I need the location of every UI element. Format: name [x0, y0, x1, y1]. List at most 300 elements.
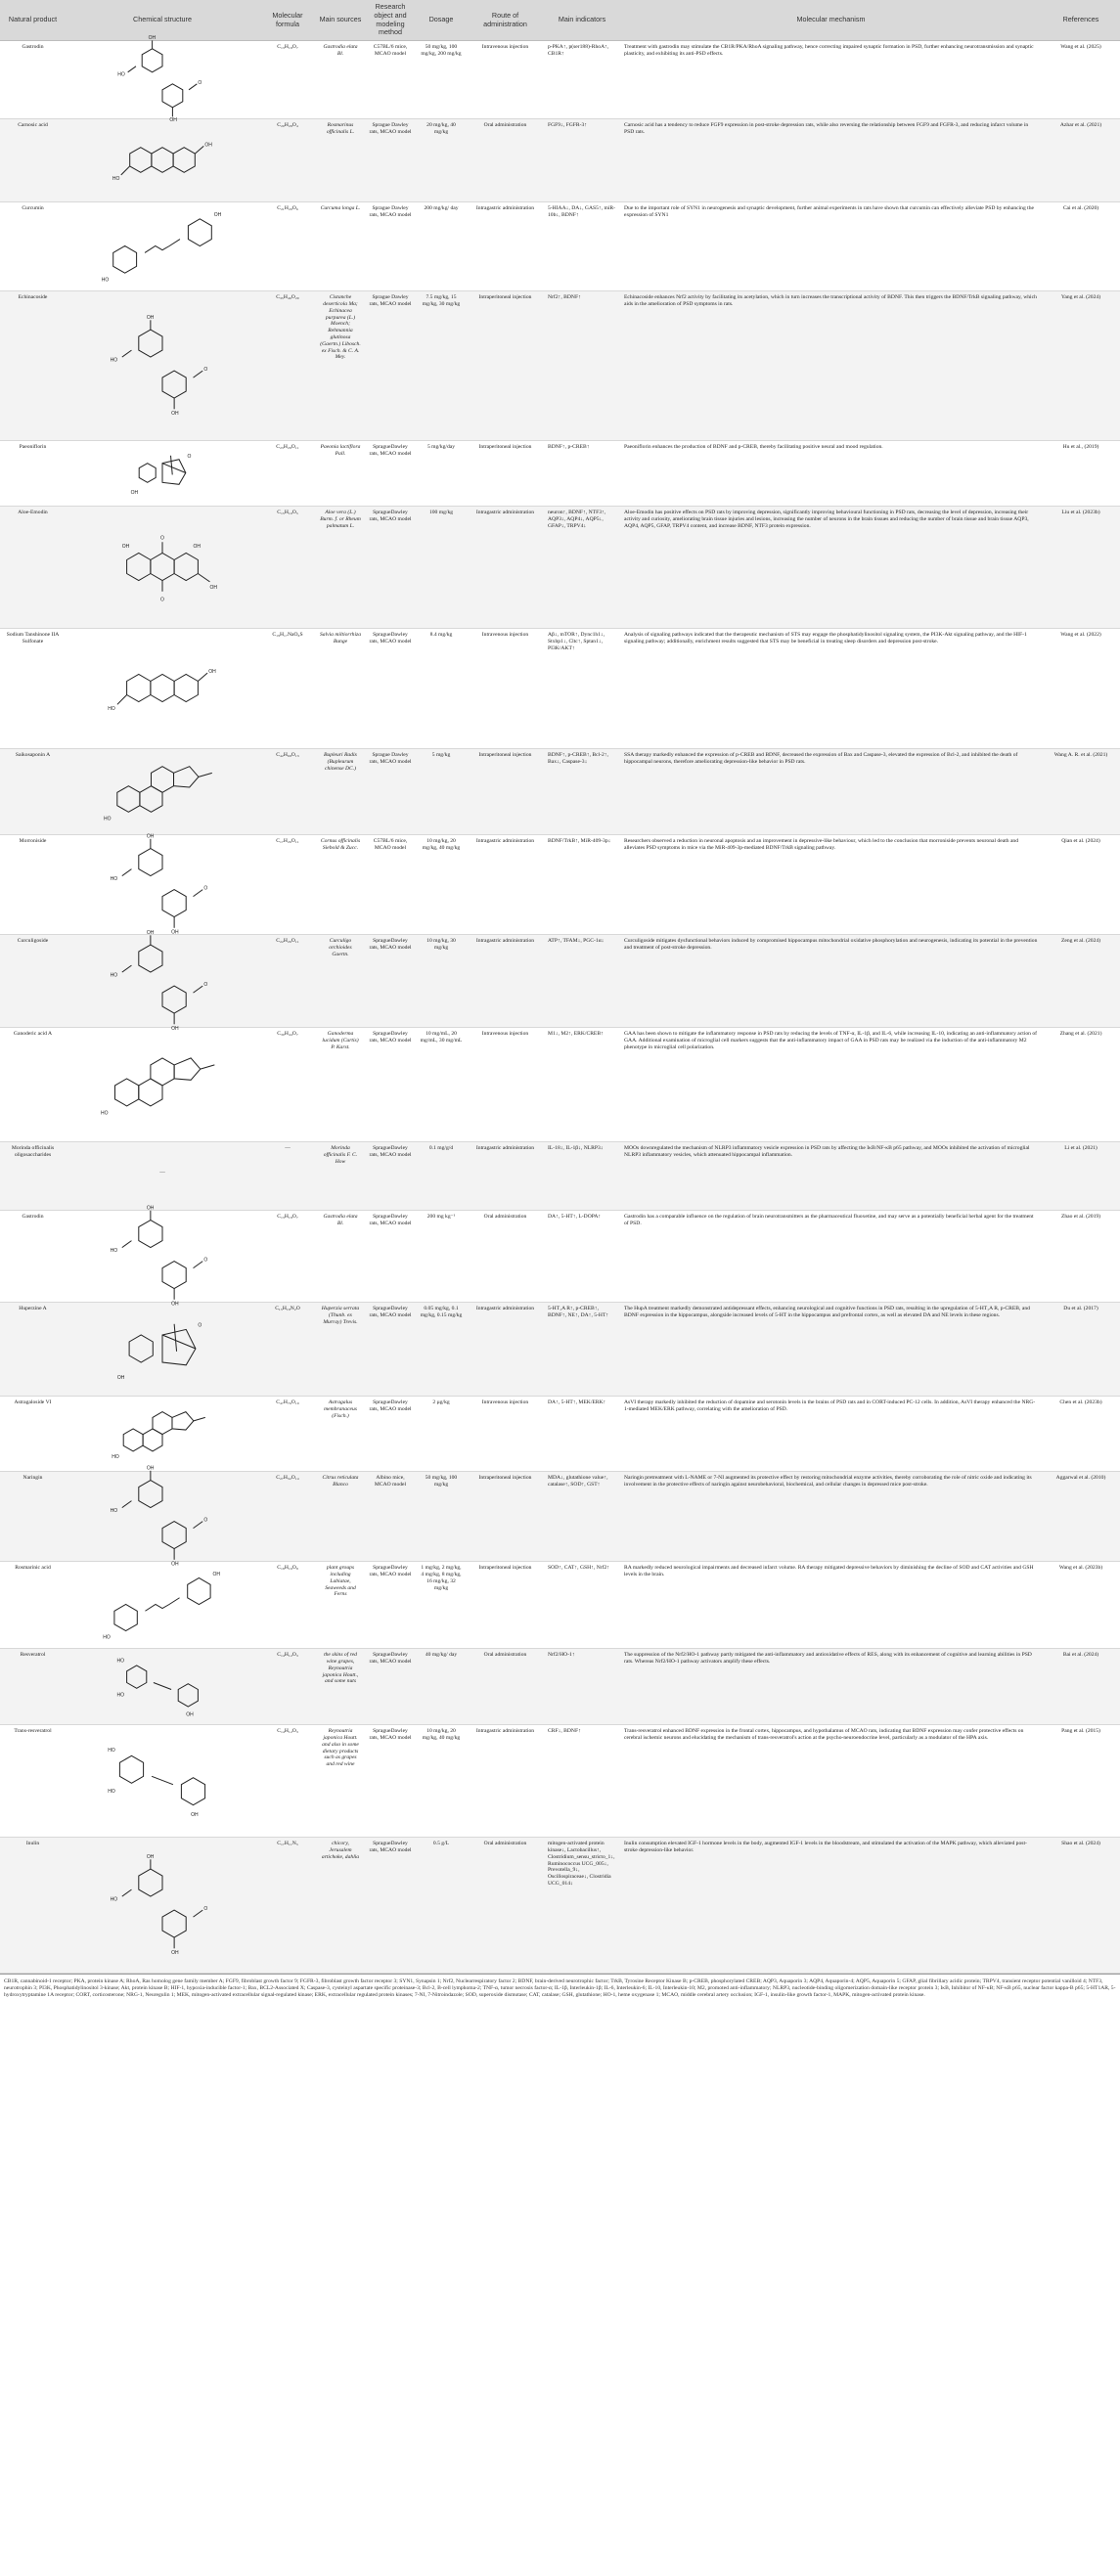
research-model: Albino mice, MCAO model [365, 1472, 416, 1562]
product-name: Carnosic acid [0, 119, 66, 202]
product-name: Ganoderic acid A [0, 1028, 66, 1142]
main-indicators: Nrf2/HO-1↑ [544, 1649, 620, 1725]
chemical-structure [66, 441, 259, 507]
table-row [0, 1028, 1120, 1142]
table-header-row [0, 0, 1120, 41]
svg-text:O: O [203, 1257, 208, 1264]
main-source: Curculigo orchioides Gaertn. [316, 935, 365, 1028]
svg-text:OH: OH [171, 929, 179, 936]
reference: Shao et al. (2024) [1042, 1838, 1120, 1974]
header-chemical-structure: Chemical structure [66, 0, 259, 41]
main-source: Bupleuri Radix (Bupleurum chinense DC.) [316, 749, 365, 835]
reference: Qian et al. (2024) [1042, 835, 1120, 935]
dosage: 10 mg/kg, 20 mg/kg, 40 mg/kg [416, 1725, 467, 1838]
svg-text:OH: OH [169, 117, 177, 124]
route: Intragastric administration [467, 1303, 544, 1397]
svg-text:O: O [203, 1517, 208, 1524]
product-name: Morinda officinalis oligosaccharides [0, 1142, 66, 1211]
main-source: Salvia miltiorrhiza Bunge [316, 629, 365, 749]
product-name: Paeoniflorin [0, 441, 66, 507]
research-model: Sprague Dawley rats, MCAO model [365, 749, 416, 835]
dosage: 200 mg/kg/ day [416, 202, 467, 291]
product-name: Curcumin [0, 202, 66, 291]
dosage: 40 mg/kg/ day [416, 1649, 467, 1725]
molecular-mechanism: Curculigoside mitigates dysfunctional behaviors induced by compromised hippocampus mitochondrial oxidative phosphorylation and neurogenesis, indicating its potential in the prevention and treatment of post-stroke depression. [620, 935, 1042, 1028]
main-indicators: Nrf2↑, BDNF↑ [544, 291, 620, 441]
structure-diagram [89, 1205, 236, 1308]
reference: Bai et al. (2024) [1042, 1649, 1120, 1725]
svg-text:OH: OH [171, 1026, 179, 1033]
main-source: Huperzia serrata (Thunb. ex Murray) Trevis. [316, 1303, 365, 1397]
research-model: SpragueDawley rats, MCAO model [365, 1211, 416, 1303]
molecular-mechanism: Naringin pretreatment with L-NAME or 7-NI augmented its protective effect by restoring mitochondrial enzyme activities, thereby corroborating the role of nitric oxide and indicating its involvement in the protective effects of naringin against neurobehavioral, biochemical, and cellular changes in depressed mice post-stroke. [620, 1472, 1042, 1562]
research-model: C57BL/6 mice, MCAO model [365, 41, 416, 119]
svg-text:OH: OH [208, 669, 216, 676]
main-source: Paeonia lactiflora Pall. [316, 441, 365, 507]
main-source: plant groups including Labiatae, Seaweeds and Ferns [316, 1562, 365, 1649]
reference: Azhar et al. (2021) [1042, 119, 1120, 202]
route: Intravenous injection [467, 1397, 544, 1472]
reference: Liu et al. (2023b) [1042, 507, 1120, 629]
svg-text:OH: OH [130, 490, 139, 497]
svg-text:HO: HO [103, 1634, 111, 1641]
reference: Wang et al. (2025) [1042, 41, 1120, 119]
svg-text:O: O [160, 597, 164, 603]
header-references: References [1042, 0, 1120, 41]
dosage: 5 mg/kg [416, 749, 467, 835]
main-indicators: MDA↓, glutathione value↑, catalase↑, SOD↑, GST↑ [544, 1472, 620, 1562]
research-model: SpragueDawley rats, MCAO model [365, 1028, 416, 1142]
main-source: Morinda officinalis F. C. How [316, 1142, 365, 1211]
research-model: SpragueDawley rats, MCAO model [365, 1303, 416, 1397]
header-main-indicators: Main indicators [544, 0, 620, 41]
route: Intraperitoneal injection [467, 441, 544, 507]
molecular-formula: C₁₇H₂₆O₁₁ [259, 835, 316, 935]
main-source: the skins of red wine grapes, Reynoutria japonica Houtt., and some nuts [316, 1649, 365, 1725]
molecular-formula: C₁₅H₁₀O₅ [259, 507, 316, 629]
research-model: SpragueDawley rats, MCAO model [365, 629, 416, 749]
product-name: Resveratrol [0, 1649, 66, 1725]
molecular-formula: C₄₇H₇₆O₁₉ [259, 1397, 316, 1472]
svg-text:OH: OH [116, 1374, 125, 1381]
molecular-mechanism: Echinacoside enhances Nrf2 activity by facilitating its acetylation, which in turn increases the transcriptional activity of BDNF. This then triggers the BDNF/TrkB signaling pathway, which aids in the amelioration of PSD symptoms in rats. [620, 291, 1042, 441]
main-source: Citrus reticulata Blanco [316, 1472, 365, 1562]
dosage: 0.05 mg/kg, 0.1 mg/kg, 0.15 mg/kg [416, 1303, 467, 1397]
route: Intravenous injection [467, 1028, 544, 1142]
main-indicators: ATP↑, TFAM↓, PGC-1α↓ [544, 935, 620, 1028]
research-model: Sprague Dawley rats, MCAO model [365, 202, 416, 291]
reference: Hu et al., (2019) [1042, 441, 1120, 507]
svg-text:HO: HO [108, 1789, 115, 1796]
svg-text:OH: OH [212, 1571, 220, 1577]
structure-diagram [89, 833, 236, 936]
dosage: 20 mg/kg, 40 mg/kg [416, 119, 467, 202]
molecular-mechanism: GAA has been shown to mitigate the inflammatory response in PSD rats by reducing the levels of TNF-α, IL-1β, and IL-6, while increasing IL-10, indicating an anti-inflammatory action of GAA. Additional examination of microglial cell markers suggests that the anti-inflammatory impact of GAA in PSD rats may be realized via the induction of the anti-inflammatory M2 phenotype in microglial cell polarization. [620, 1028, 1042, 1142]
research-model: SpragueDawley rats, MCAO model [365, 1142, 416, 1211]
table-row [0, 1211, 1120, 1303]
molecular-formula: C₁₉H₁₇NaO₆S [259, 629, 316, 749]
main-indicators: CRF↓, BDNF↑ [544, 1725, 620, 1838]
molecular-formula: C₁₅H₁₈N₂O [259, 1303, 316, 1397]
molecular-formula: — [259, 1142, 316, 1211]
reference: Aggarwal et al. (2010) [1042, 1472, 1120, 1562]
molecular-mechanism: Carnosic acid has a tendency to reduce FGF9 expression in post-stroke depression rats, while also reversing the relationship between FGF9 and FGFR-3, and reducing infarct volume in PSD rats. [620, 119, 1042, 202]
svg-text:HO: HO [110, 1896, 118, 1903]
reference: Li et al. (2021) [1042, 1142, 1120, 1211]
route: Intragastric administration [467, 1142, 544, 1211]
route: Intravenous injection [467, 41, 544, 119]
svg-text:HO: HO [112, 176, 120, 183]
svg-text:HO: HO [108, 706, 115, 713]
table-row [0, 507, 1120, 629]
reference: Wang A. R. et al. (2021) [1042, 749, 1120, 835]
reference: Zhang et al. (2021) [1042, 1028, 1120, 1142]
product-name: Sodium Tanshinone IIA Sulfonate [0, 629, 66, 749]
chemical-structure [66, 1838, 259, 1974]
molecular-mechanism: The HupA treatment markedly demonstrated antidepressant effects, enhancing neurological and cognitive functions in PSD rats, resulting in the upregulation of 5-HT₁A R, p-CREB, and BDNF expression in the hippocampus, alongside increased levels of 5-HT in the hippocampus and prefrontal cortex, as well as elevated DA and NE levels in these regions. [620, 1303, 1042, 1397]
chemical-structure [66, 119, 259, 202]
research-model: SpragueDawley rats, MCAO model [365, 935, 416, 1028]
molecular-mechanism: SSA therapy markedly enhanced the expression of p-CREB and BDNF, decreased the expression of Bax and Caspase-3, elevated the expression of Bcl-2, and inhibited the death of hippocampal neurons, therefore ameliorating depression-like behavior in PSD rats. [620, 749, 1042, 835]
product-name: Saikosaponin A [0, 749, 66, 835]
table-row [0, 119, 1120, 202]
main-source: Curcuma longa L. [316, 202, 365, 291]
svg-text:HO: HO [116, 1658, 125, 1665]
main-indicators: BDNF↑, p-CREB↑, Bcl-2↑, Bax↓, Caspase-3↓ [544, 749, 620, 835]
product-name: Rosmarinic acid [0, 1562, 66, 1649]
main-source: Astragalus membranaceus (Fisch.) [316, 1397, 365, 1472]
main-indicators: SOD↑, CAT↑, GSH↑, Nrf2↑ [544, 1562, 620, 1649]
product-name: Aloe-Emodin [0, 507, 66, 629]
main-indicators: neuron↑, BDNF↑, NTF3↑, AQP3↓, AQP4↓, AQP5↓, GFAP↓, TRPV4↓ [544, 507, 620, 629]
main-source: Gastrodia elata Bl. [316, 1211, 365, 1303]
main-source: Cistanche deserticola Ma; Echinacea purpurea (L.) Moench; Rehmannia glutinosa (Gaertn.) Libosch. ex Fisch. & C. A. Mey. [316, 291, 365, 441]
research-model: SpragueDawley rats, MCAO model [365, 1397, 416, 1472]
header-natural-product: Natural product [0, 0, 66, 41]
molecular-formula: C₁₃H₁₈O₇ [259, 41, 316, 119]
chemical-structure [66, 930, 259, 1033]
structure-diagram [89, 1031, 236, 1137]
chemical-structure [66, 1397, 259, 1472]
route: Intraperitoneal injection [467, 291, 544, 441]
main-indicators: M1↓, M2↑, ERK/CREB↑ [544, 1028, 620, 1142]
svg-text:O: O [203, 1906, 208, 1913]
reference: Zhao et al. (2019) [1042, 1211, 1120, 1303]
table-row [0, 629, 1120, 749]
structure-diagram [89, 632, 236, 744]
molecular-mechanism: Researchers observed a reduction in neuronal apoptosis and an improvement in depressive-like behaviour, which led to the conclusion that morroniside prevents neuronal death and alleviates PSD symptoms in mice via the MiR-409-3p-mediated BDNF/TrkB signaling pathway. [620, 835, 1042, 935]
molecular-mechanism: Due to the important role of SYN1 in neurogenesis and synaptic development, further animal experiments in rats have shown that curcumin can effectively alleviate PSD by enhancing the expression of SYN1 [620, 202, 1042, 291]
chemical-structure [66, 1303, 259, 1397]
dosage: 8.4 mg/kg [416, 629, 467, 749]
main-source: Reynoutria japonica Houtt. and also in some dietary products such as grapes and red wine [316, 1725, 365, 1838]
reference: Zeng et al. (2024) [1042, 935, 1120, 1028]
svg-text:O: O [187, 453, 192, 460]
header-research-object: Research object and modeling method [365, 0, 416, 41]
svg-text:OH: OH [146, 1205, 155, 1212]
route: Intragastric administration [467, 507, 544, 629]
svg-text:O: O [198, 79, 202, 86]
svg-text:OH: OH [146, 833, 155, 840]
research-model: SpragueDawley rats, MCAO model [365, 1838, 416, 1974]
chemical-structure [66, 1725, 259, 1838]
molecular-formula: C₂₂H₂₆O₁₁ [259, 935, 316, 1028]
table-row [0, 441, 1120, 507]
main-indicators: BDNF/TrkB↑, MiR-409-3p↓ [544, 835, 620, 935]
research-model: SpragueDawley rats, MCAO model [365, 441, 416, 507]
structure-diagram [89, 930, 236, 1033]
structure-diagram [89, 1399, 236, 1467]
molecular-mechanism: RA markedly reduced neurological impairments and decreased infarct volume. RA therapy mitigated depressive behaviors by diminishing the decline of SOD and CAT activities and GSH levels in the brain. [620, 1562, 1042, 1649]
svg-text:OH: OH [171, 411, 179, 418]
svg-text:OH: OH [146, 930, 155, 937]
chemical-structure [66, 1205, 259, 1308]
dosage: 10 mg/kg, 20 mg/kg, 40 mg/kg [416, 835, 467, 935]
svg-text:O: O [160, 535, 164, 542]
svg-text:O: O [203, 885, 208, 892]
svg-text:HO: HO [103, 816, 112, 822]
molecular-formula: C₄₂H₆₈O₁₃ [259, 749, 316, 835]
route: Intragastric administration [467, 1725, 544, 1838]
table-row [0, 1397, 1120, 1472]
structure-diagram [89, 752, 236, 830]
dosage: 0.5 g/L [416, 1838, 467, 1974]
structure-diagram [89, 1306, 236, 1392]
table-row [0, 1838, 1120, 1974]
svg-text:OH: OH [186, 1711, 194, 1718]
dosage: 10 mg/kg, 30 mg/kg [416, 935, 467, 1028]
molecular-mechanism: Analysis of signaling pathways indicated that the therapeutic mechanism of STS may engage the phosphatidylinositol signaling system, the PI3K-Akt signaling pathway, and the HIF-1 signaling pathway; additionally, enrichment results suggested that STS may be beneficial in treating sleep disorders and depression post-stroke. [620, 629, 1042, 749]
molecular-mechanism: Paeoniflorin enhances the production of BDNF and p-CREB, thereby facilitating positive neural and mood regulation. [620, 441, 1042, 507]
structure-diagram [89, 1565, 236, 1644]
table-footnote: CB1R, cannabinoid-1 receptor; PKA, protein kinase A; RhoA, Ras homolog gene family member A; FGF9, fibroblast growth factor 9; FGFR-3, fibroblast growth factor receptor 3; SYN1, Synapsin 1; Nrf2, Nuclearrespiratory factor 2; BDNF, brain-derived neurotrophic factor; TrkB, Tyrosine Receptor Kinase B; p-CREB, phosphorylated CREB; AQP3, Aquaporin 3; AQP4, Aquaporin-4; AQP5, Aquaporin 5; GFAP, glial fibrillary acidic protein; TRPV4, transient receptor potential vanilloid 4; NTF3, neurotrophin 3; PI3K, Phosphatidylinositol 3-kinase; Akt, protein kinase B; HIF-1, hypoxia-inducible factor-1; Bax, BCL2-Associated X; Caspase-3, cysteinyl aspartate specific proteinase-3; Bcl-2, B-cell lymphoma-2; TNF-α, tumor necrosis factor-α; IL-1β, Interleukin-1β; IL-6, Interleukin-6; IL-10, Interleukin-10; M2, promoted anti-inflammatory; NLRP3, nucleotide-binding oligomerization domain-like receptor protein 3; IκB, Inhibitor of NF-κB; NF-κB p65, nuclear factor kappa-B p65; 5-HT1AR, 5-hydroxytryptamine 1A receptor; CORT, corticosterone; NRG-1, Neuregulin 1; MEK, mitogen-activated extracellular signal-regulated kinase; ERK, extracellular regulated protein kinases; 7-NI, 7-Nitroindazole; SOD, superoxide dismutase; CAT, catalase; GSH, glutathione; HO-1, heme oxygenase 1; MCAO, middle cerebral artery occlusion; IGF-1, insulin-like growth factor-1, MAPK, mitogen-activated protein kinase. [0, 1974, 1120, 2003]
table-row [0, 291, 1120, 441]
route: Intragastric administration [467, 935, 544, 1028]
research-model: SpragueDawley rats, MCAO model [365, 1725, 416, 1838]
svg-text:HO: HO [112, 1453, 119, 1460]
chemical-structure [66, 1562, 259, 1649]
svg-text:HO: HO [116, 1692, 125, 1699]
molecular-mechanism: MOOs downregulated the mechanism of NLRP3 inflammatory vesicle expression in PSD rats by affecting the IκB/NF-κB p65 pathway, and MOOs inhibited the activation of microglial NLRP3 inflammatory vesicles, which attenuated hippocampal inflammation. [620, 1142, 1042, 1211]
structure-diagram [89, 294, 236, 436]
svg-text:OH: OH [193, 544, 202, 551]
svg-text:HO: HO [100, 1110, 109, 1117]
structure-diagram [89, 205, 236, 287]
svg-text:OH: OH [171, 1301, 179, 1308]
route: Intragastric administration [467, 835, 544, 935]
main-indicators: 5-HIAA↓, DA↓, GAS5↑, miR-10b↓, BDNF↑ [544, 202, 620, 291]
molecular-formula: C₂₃H₂₈O₁₁ [259, 441, 316, 507]
chemical-structure [66, 629, 259, 749]
chemical-structure [66, 507, 259, 629]
reference: Du et al. (2017) [1042, 1303, 1120, 1397]
route: Intragastric administration [467, 202, 544, 291]
product-name: Inulin [0, 1838, 66, 1974]
structure-diagram [89, 444, 236, 502]
main-indicators: IL-18↓, IL-1β↓, NLRP3↓ [544, 1142, 620, 1211]
svg-text:OH: OH [209, 585, 217, 592]
header-route: Route of administration [467, 0, 544, 41]
structure-diagram [89, 122, 236, 198]
dosage: 7.5 mg/kg, 15 mg/kg, 30 mg/kg [416, 291, 467, 441]
main-source: Rosmarinus officinalis L. [316, 119, 365, 202]
molecular-formula: C₂₇H₃₂O₁₄ [259, 1472, 316, 1562]
research-model: SpragueDawley rats, MCAO model [365, 1649, 416, 1725]
svg-text:O: O [203, 982, 208, 989]
reference: Wang et al. (2022) [1042, 629, 1120, 749]
reference: Yang et al. (2024) [1042, 291, 1120, 441]
dosage: 50 mg/kg, 100 mg/kg [416, 1472, 467, 1562]
chemical-structure [66, 291, 259, 441]
main-indicators: BDNF↑, p-CREB↑ [544, 441, 620, 507]
dosage: 5 mg/kg/day [416, 441, 467, 507]
svg-text:O: O [203, 367, 208, 374]
product-name: Trans-resveratrol [0, 1725, 66, 1838]
chemical-structure [66, 202, 259, 291]
main-indicators: 5-HT₁A R↑, p-CREB↑, BDNF↑, NE↑, DA↑, 5-HT↑ [544, 1303, 620, 1397]
molecular-mechanism: Gastrodin has a comparable influence on the regulation of brain neurotransmitters as the pharmaceutical fluoxetine, and may serve as a potentially beneficial herbal agent for the treatment of PSD. [620, 1211, 1042, 1303]
dosage: 50 mg/kg, 100 mg/kg, 200 mg/kg [416, 41, 467, 119]
main-indicators: mitogen-activated protein kinase↓, Lactobacillus↑, Clostridium_sensu_stricto_1↓, Ruminococcus UCG_005↓, Prevotella_9↓, Oscillospiraceae↓, Clostridia UCG_014↓ [544, 1838, 620, 1974]
dosage: 10 mg/mL, 20 mg/mL, 30 mg/mL [416, 1028, 467, 1142]
dosage: 0.1 mg/g/d [416, 1142, 467, 1211]
molecular-formula: C₃₀H₄₄O₇ [259, 1028, 316, 1142]
product-name: Curculigoside [0, 935, 66, 1028]
header-molecular-formula: Molecular formula [259, 0, 316, 41]
main-indicators: DA↑, 5-HT↑, L-DOPA↑ [544, 1211, 620, 1303]
molecular-formula: C₁₄H₁₂O₃ [259, 1649, 316, 1725]
research-model: SpragueDawley rats, MCAO model [365, 507, 416, 629]
svg-text:OH: OH [171, 1561, 179, 1568]
research-model: Sprague Dawley rats, MCAO model [365, 119, 416, 202]
main-source: Gastrodia elata Bl. [316, 41, 365, 119]
reference: Wang et al. (2023b) [1042, 1562, 1120, 1649]
structure-diagram [89, 35, 236, 124]
svg-text:OH: OH [148, 35, 157, 42]
dosage: 200 mg kg⁻¹ [416, 1211, 467, 1303]
product-name: Echinacoside [0, 291, 66, 441]
molecular-mechanism: Inulin consumption elevated IGF-1 hormone levels in the body, augmented IGF-1 levels in the bloodstream, and stimulated the activation of the MAPK pathway, which alleviated post-stroke depression-like behavior. [620, 1838, 1042, 1974]
reference: Cai et al. (2020) [1042, 202, 1120, 291]
chemical-structure: — [66, 1142, 259, 1211]
table-row [0, 749, 1120, 835]
research-model: C57BL/6 mice, MCAO model [365, 835, 416, 935]
svg-text:HO: HO [117, 71, 125, 78]
structure-diagram [89, 1728, 236, 1833]
svg-text:OH: OH [191, 1812, 199, 1819]
table-row [0, 1142, 1120, 1211]
research-model: Sprague Dawley rats, MCAO model [365, 291, 416, 441]
header-dosage: Dosage [416, 0, 467, 41]
main-source: chicory, Jerusalem artichoke, dahlia [316, 1838, 365, 1974]
route: Intraperitoneal injection [467, 1472, 544, 1562]
main-indicators: FGF9↓, FGFR-3↑ [544, 119, 620, 202]
chemical-structure [66, 1649, 259, 1725]
svg-text:HO: HO [110, 1247, 118, 1254]
molecular-mechanism: Treatment with gastrodin may stimulate the CB1R/PKA/RhoA signaling pathway, hence correcting impaired synaptic formation in PSD, further enhancing neurotransmission and synaptic plasticity, and exhibiting its anti-PSD effects. [620, 41, 1042, 119]
table-row [0, 202, 1120, 291]
molecular-formula: C₁₃H₁₈O₇ [259, 1211, 316, 1303]
molecular-formula: C₂₁H₂₀O₆ [259, 202, 316, 291]
svg-text:HO: HO [110, 875, 118, 882]
header-main-sources: Main sources [316, 0, 365, 41]
reference: Pang et al. (2015) [1042, 1725, 1120, 1838]
svg-text:HO: HO [110, 1507, 118, 1514]
chemical-structure [66, 1028, 259, 1142]
molecular-mechanism: The suppression of the Nrf2/HO-1 pathway partly mitigated the anti-inflammatory and antioxidative effects of RES, along with its enhancement of cognitive and learning abilities in PSD rats. Whereas Nrf2/HO-1 pathway activators amplify these effects. [620, 1649, 1042, 1725]
chemical-structure [66, 1465, 259, 1568]
svg-text:OH: OH [146, 1854, 155, 1861]
molecular-formula: C₂₀H₂₈O₄ [259, 119, 316, 202]
route: Intraperitoneal injection [467, 1562, 544, 1649]
svg-text:OH: OH [146, 1465, 155, 1472]
route: Oral administration [467, 1649, 544, 1725]
molecular-formula: C₁₈H₁₆O₈ [259, 1562, 316, 1649]
molecular-mechanism: Trans-resveratrol enhanced BDNF expression in the frontal cortex, hippocampus, and hypothalamus of MCAO rats, indicating that BDNF expression may confer protective effects on cerebral ischemic neurons and elucidating the mechanism of trans-resveratrol's action at the psycho-neuroendocrine level, particularly as a modulator of the HPA axis. [620, 1725, 1042, 1838]
main-indicators: Aβ↓, mTOR↑, Dync1h1↓, Stxbp1↓, Cltc↑, Sptan1↓, PI3K/AKT↑ [544, 629, 620, 749]
svg-text:OH: OH [204, 142, 212, 149]
svg-text:OH: OH [213, 212, 222, 219]
route: Oral administration [467, 1211, 544, 1303]
route: Intraperitoneal injection [467, 749, 544, 835]
molecular-formula: C₁₄H₁₂O₃ [259, 1725, 316, 1838]
route: Oral administration [467, 1838, 544, 1974]
molecular-formula: C₃₅H₄₆O₂₀ [259, 291, 316, 441]
dosage: 1 mg/kg, 2 mg/kg, 4 mg/kg, 8 mg/kg, 16 mg/kg, 32 mg/kg [416, 1562, 467, 1649]
structure-diagram [89, 1841, 236, 1969]
molecular-formula: C₁₇H₁₁N₅ [259, 1838, 316, 1974]
table-row [0, 835, 1120, 935]
table-row [0, 1562, 1120, 1649]
svg-text:OH: OH [146, 315, 155, 322]
product-name: Gastrodin [0, 1211, 66, 1303]
chemical-structure [66, 749, 259, 835]
product-name: Morroniside [0, 835, 66, 935]
main-source: Ganoderma lucidum (Curtis) P. Karst. [316, 1028, 365, 1142]
product-name: Naringin [0, 1472, 66, 1562]
main-indicators: p-PKA↑, p(ser188)-RhoA↑, CB1R↑ [544, 41, 620, 119]
structure-diagram [89, 1652, 236, 1720]
svg-text:HO: HO [110, 972, 118, 979]
product-name: Huperzine A [0, 1303, 66, 1397]
svg-text:HO: HO [108, 1748, 115, 1754]
main-source: Aloe vera (L.) Burm. f. or Rheum palmatum L. [316, 507, 365, 629]
chemical-structure [66, 35, 259, 124]
product-name: Astragaloside VI [0, 1397, 66, 1472]
table-row [0, 1472, 1120, 1562]
table-row [0, 935, 1120, 1028]
molecular-mechanism: AsVI therapy markedly inhibited the reduction of dopamine and serotonin levels in the brains of PSD rats and in CORT-induced PC-12 cells. In addition, AsVI therapy enhanced the NRG-1-mediated MEK/ERK pathway, correlating with the amelioration of PSD. [620, 1397, 1042, 1472]
table-row [0, 41, 1120, 119]
svg-text:OH: OH [121, 544, 130, 551]
product-name: Gastrodin [0, 41, 66, 119]
structure-diagram [89, 510, 236, 624]
chemical-structure [66, 835, 259, 935]
table-row [0, 1725, 1120, 1838]
svg-text:HO: HO [110, 357, 118, 364]
svg-text:OH: OH [171, 1950, 179, 1957]
svg-text:O: O [198, 1322, 202, 1329]
dosage: 2 µg/kg [416, 1397, 467, 1472]
svg-text:HO: HO [101, 277, 110, 284]
main-indicators: DA↑, 5-HT↑, MEK/ERK↑ [544, 1397, 620, 1472]
table-row [0, 1649, 1120, 1725]
header-molecular-mechanism: Molecular mechanism [620, 0, 1042, 41]
molecular-mechanism: Aloe-Emodin has positive effects on PSD rats by improving depression, significantly improving behavioural functioning in PSD rats, decreasing the level of depression, increasing their activity and curiosity, ameliorating brain tissue injuries and lesions, increasing the number of neurons in the brain tissues and reducing the number of brain tissue and brain tissue AQP3, AQP4, AQP5, GFAP, TRPV4 content, and increase BDNF, NTF3 protein expression. [620, 507, 1042, 629]
structure-diagram [89, 1465, 236, 1568]
route: Oral administration [467, 119, 544, 202]
dosage: 100 mg/kg [416, 507, 467, 629]
